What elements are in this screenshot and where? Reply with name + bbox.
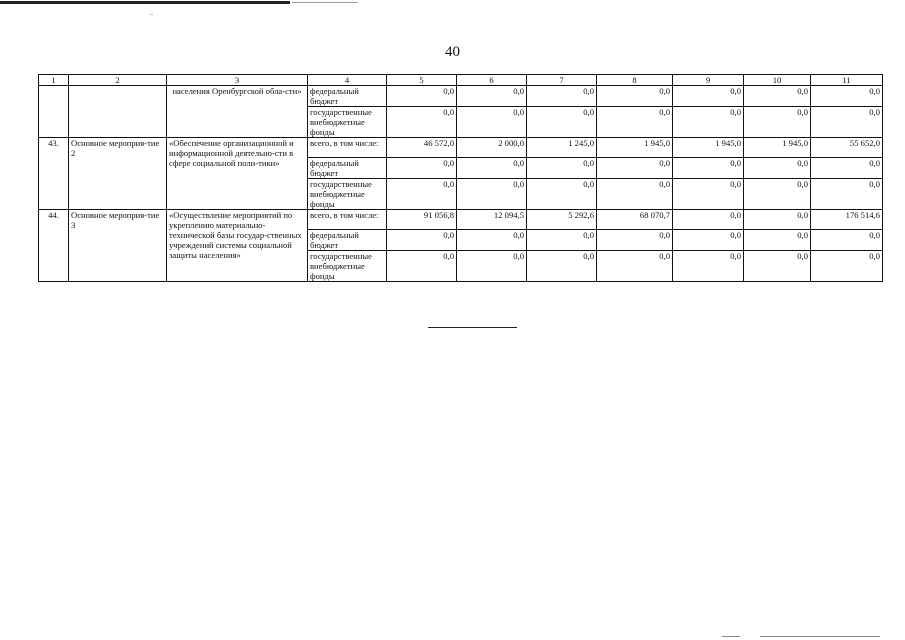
row-number: 44. [39,210,69,282]
budget-table [38,74,883,282]
value-cell: 0,0 [597,179,673,210]
value-cell: 0,0 [457,107,527,138]
value-cell: 0,0 [457,86,527,107]
value-cell: 0,0 [387,107,457,138]
column-header: 6 [457,75,527,86]
value-cell: 0,0 [744,251,811,282]
value-cell: 0,0 [597,158,673,179]
value-cell: 0,0 [387,179,457,210]
value-cell: 0,0 [527,86,597,107]
value-cell: 0,0 [744,158,811,179]
scan-edge-line-bottom [760,636,880,637]
table-row [39,210,883,230]
value-cell: 0,0 [744,230,811,251]
value-cell: 0,0 [673,107,744,138]
column-header: 8 [597,75,673,86]
column-header: 11 [811,75,883,86]
row-number: 43. [39,138,69,210]
column-header: 2 [69,75,167,86]
value-cell: 0,0 [387,251,457,282]
value-cell: 1 245,0 [527,138,597,158]
activity-title: населения Оренбургской обла-сти» [167,86,308,138]
activity-name: Основное мероприя-тие 2 [69,138,167,210]
column-header: 7 [527,75,597,86]
value-cell: 0,0 [457,230,527,251]
funding-source: государственные внебюджетные фонды [308,179,387,210]
page-number: 40 [445,44,460,60]
value-cell: 0,0 [597,251,673,282]
funding-source: государственные внебюджетные фонды [308,251,387,282]
value-cell: 0,0 [597,86,673,107]
scan-speck [150,14,153,15]
table-row [39,138,883,158]
funding-source: федеральный бюджет [308,158,387,179]
value-cell: 0,0 [673,179,744,210]
value-cell: 0,0 [527,107,597,138]
value-cell: 0,0 [811,230,883,251]
value-cell: 0,0 [673,86,744,107]
activity-name: Основное мероприя-тие 3 [69,210,167,282]
value-cell: 2 000,0 [457,138,527,158]
column-header: 9 [673,75,744,86]
value-cell: 0,0 [744,179,811,210]
value-cell: 0,0 [457,251,527,282]
funding-source: федеральный бюджет [308,86,387,107]
value-cell: 0,0 [811,251,883,282]
column-number-row [39,75,883,86]
value-cell: 0,0 [811,179,883,210]
column-header: 4 [308,75,387,86]
value-cell: 0,0 [673,158,744,179]
value-cell: 0,0 [744,86,811,107]
scan-edge-line [0,1,290,4]
funding-source: федеральный бюджет [308,230,387,251]
column-header: 10 [744,75,811,86]
value-cell: 0,0 [387,86,457,107]
value-cell: 0,0 [457,179,527,210]
value-cell: 91 056,8 [387,210,457,230]
activity-title: «Обеспечение организационной и информационной деятельно-сти в сфере социальной поли-тики» [167,138,308,210]
scan-edge-line-bottom [722,636,740,637]
value-cell: 1 945,0 [673,138,744,158]
value-cell: 0,0 [527,251,597,282]
value-cell: 0,0 [811,86,883,107]
value-cell: 176 514,6 [811,210,883,230]
value-cell: 0,0 [673,210,744,230]
value-cell: 0,0 [527,179,597,210]
funding-source: всего, в том числе: [308,138,387,158]
value-cell: 0,0 [387,158,457,179]
column-header: 1 [39,75,69,86]
scan-edge-line-2 [292,2,358,3]
value-cell: 5 292,6 [527,210,597,230]
value-cell: 0,0 [527,158,597,179]
value-cell: 0,0 [744,107,811,138]
value-cell: 0,0 [597,107,673,138]
activity-title: «Осуществление мероприятий по укреплению материально-технической базы государ-ственных учреждений системы социальной защиты населения» [167,210,308,282]
value-cell: 0,0 [811,158,883,179]
value-cell: 68 070,7 [597,210,673,230]
column-header: 5 [387,75,457,86]
funding-source: всего, в том числе: [308,210,387,230]
value-cell: 0,0 [744,210,811,230]
value-cell: 0,0 [457,158,527,179]
value-cell: 0,0 [673,251,744,282]
value-cell: 0,0 [527,230,597,251]
row-number [39,86,69,138]
activity-name [69,86,167,138]
column-header: 3 [167,75,308,86]
value-cell: 55 652,0 [811,138,883,158]
value-cell: 0,0 [811,107,883,138]
end-of-table-rule [428,327,517,328]
value-cell: 12 094,5 [457,210,527,230]
value-cell: 1 945,0 [744,138,811,158]
value-cell: 0,0 [597,230,673,251]
value-cell: 1 945,0 [597,138,673,158]
table-row [39,86,883,107]
funding-source: государственные внебюджетные фонды [308,107,387,138]
value-cell: 0,0 [673,230,744,251]
value-cell: 0,0 [387,230,457,251]
value-cell: 46 572,0 [387,138,457,158]
